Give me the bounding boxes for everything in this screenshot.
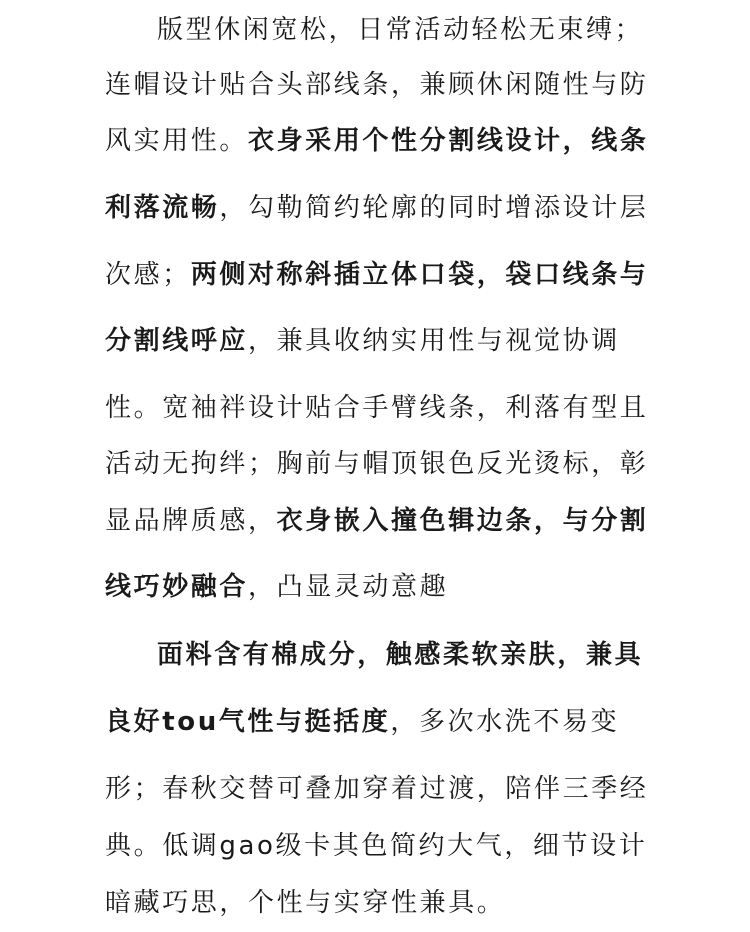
text-segment: 典。低调gao级卡其色简约大气，细节设计 [105,831,648,861]
text-segment-bold: 衣身采用个性分割线设计，线条 [248,126,649,156]
text-segment: 版型休闲宽松，日常活动轻松无束缚； [157,15,644,45]
text-segment: ，勾勒简约轮廓的同时增添设计层 [219,193,649,223]
text-segment: ，多次水洗不易变 [390,707,620,737]
text-line [105,69,648,101]
text-segment-bold: 良好tou气性与挺括度 [105,707,391,737]
text-segment-bold: 线巧妙融合 [105,572,249,602]
text-line [105,505,648,537]
text-segment-bold: 分割线呼应 [105,326,249,356]
text-segment: ，凸显灵动意趣 [248,572,449,602]
text-line [105,706,619,738]
text-line [105,192,648,224]
text-segment-bold: 面料含有棉成分，触感柔软亲肤，兼具 [157,640,644,670]
text-line [105,830,647,862]
text-segment: 形；春秋交替可叠加穿着过渡，陪伴三季经 [105,774,649,804]
text-segment-bold: 衣身嵌入撞色辑边条，与分割 [276,506,649,536]
text-line [105,125,648,157]
text-line [105,448,648,480]
text-line [105,887,505,919]
text-line [157,639,643,671]
text-segment-bold: 两侧对称斜插立体口袋，袋口线条与 [190,260,649,290]
text-segment: ，兼具收纳实用性与视觉协调 [248,326,620,356]
text-segment: 性。宽袖袢设计贴合手臂线条，利落有型且 [105,393,649,423]
text-line [105,392,648,424]
text-line [157,14,643,46]
text-segment: 次感； [105,260,191,290]
text-segment: 连帽设计贴合头部线条，兼顾休闲随性与防 [105,70,649,100]
text-segment: 风实用性。 [105,126,249,156]
text-segment: 显品牌质感， [105,506,277,536]
text-segment: 活动无拘绊；胸前与帽顶银色反光烫标，彰 [105,449,649,479]
text-line [105,571,448,603]
text-segment: 暗藏巧思，个性与实穿性兼具。 [105,888,506,918]
text-line [105,259,648,291]
text-line [105,773,648,805]
text-segment-bold: 利落流畅 [105,193,220,223]
text-line [105,325,620,357]
